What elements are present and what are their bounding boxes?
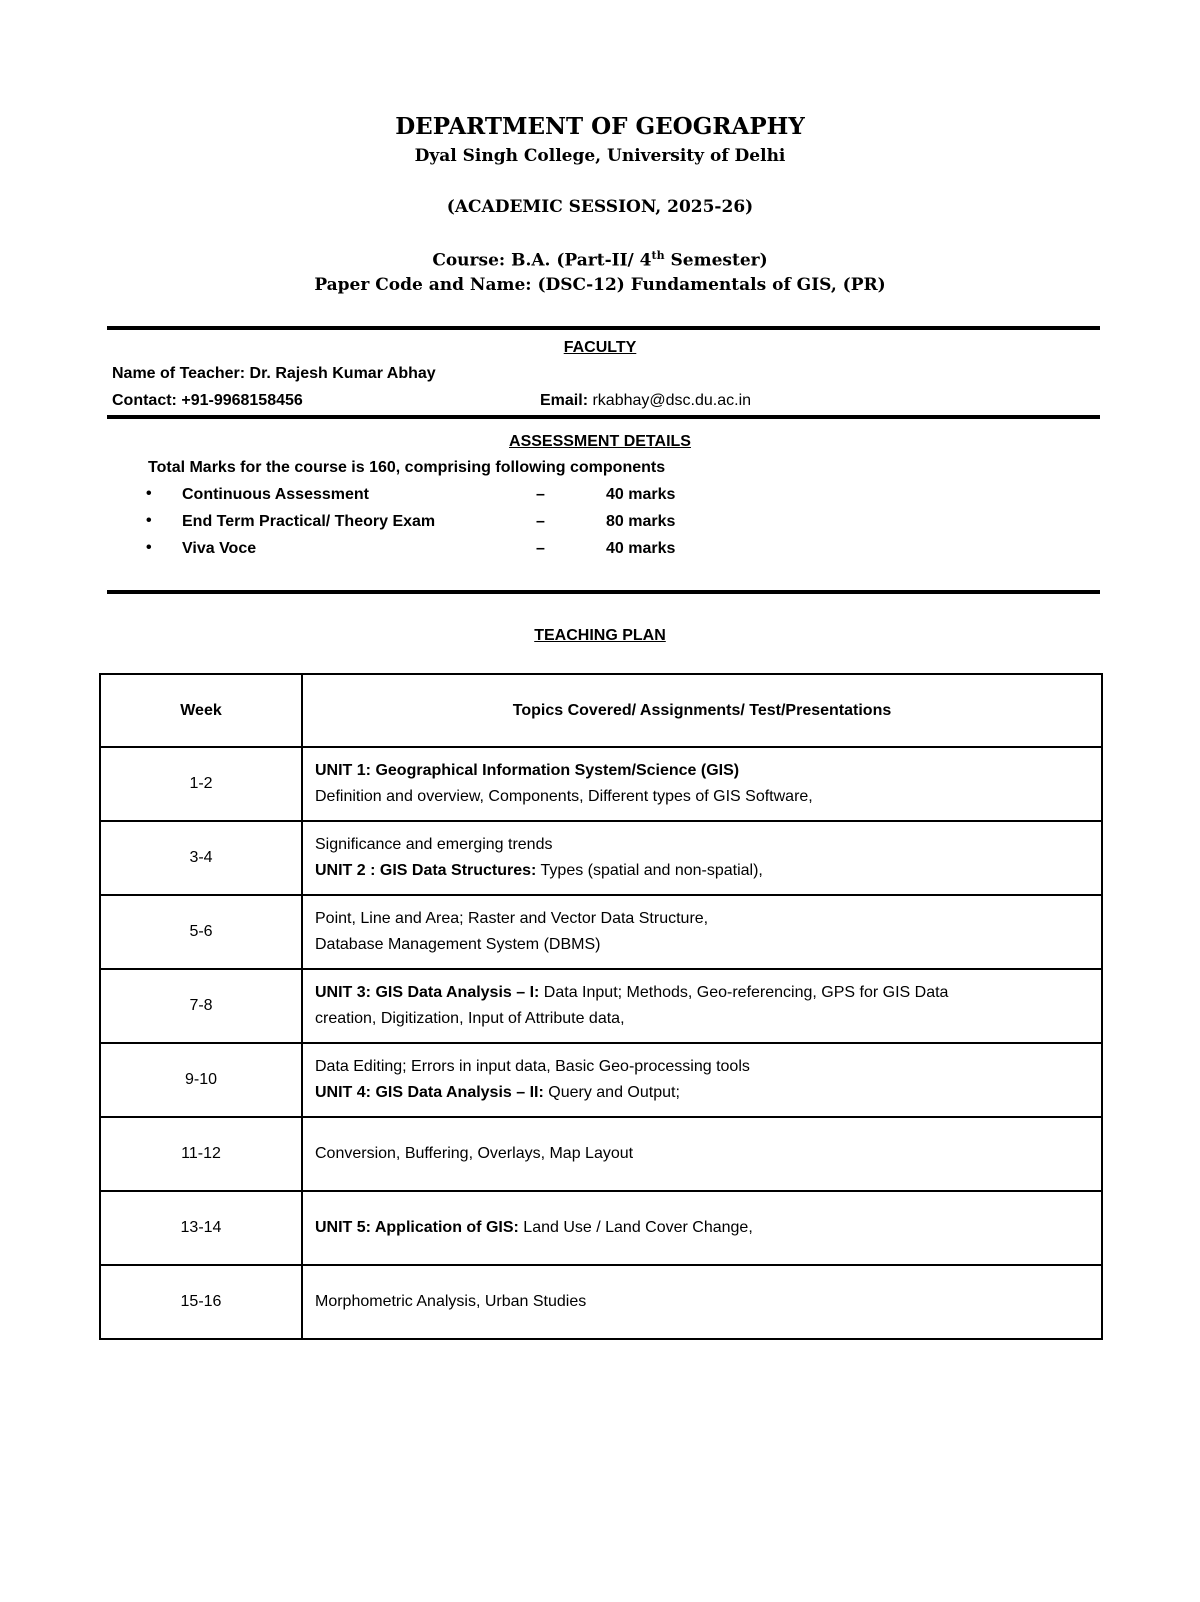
topic-cell: [302, 747, 1102, 821]
component-marks: 40 marks: [606, 540, 676, 557]
teacher-name: Dr. Rajesh Kumar Abhay: [249, 365, 436, 382]
topic-line: [315, 858, 1101, 884]
table-row: [100, 969, 1102, 1043]
college-name: Dyal Singh College, University of Delhi: [414, 146, 786, 166]
topic-text: Morphometric Analysis, Urban Studies: [315, 1293, 587, 1310]
topic-line: [315, 1080, 1101, 1106]
topic-line: [315, 980, 1101, 1006]
week-cell: 3-4: [100, 821, 302, 895]
bullet-icon: •: [146, 512, 152, 529]
topic-bold: UNIT 1: Geographical Information System/Science (GIS): [315, 762, 740, 779]
teaching-plan-table: [99, 673, 1103, 1340]
topic-cell: [302, 1117, 1102, 1191]
table-row: [100, 1117, 1102, 1191]
topic-text: Definition and overview, Components, Different types of GIS Software,: [315, 788, 813, 805]
topic-bold: UNIT 2 : GIS Data Structures:: [315, 862, 537, 879]
assessment-heading: ASSESSMENT DETAILS: [509, 433, 691, 450]
component-name: Viva Voce: [182, 540, 257, 557]
component-marks: 80 marks: [606, 513, 676, 530]
academic-session: (ACADEMIC SESSION, 2025-26): [446, 197, 754, 217]
topic-text: creation, Digitization, Input of Attribute data,: [315, 1010, 625, 1027]
component-name: End Term Practical/ Theory Exam: [182, 513, 436, 530]
week-cell: 9-10: [100, 1043, 302, 1117]
course-superscript: th: [651, 249, 665, 262]
component-marks: 40 marks: [606, 486, 676, 503]
topic-cell: [302, 1043, 1102, 1117]
course-suffix: Semester): [664, 250, 768, 271]
topic-line: [315, 832, 1101, 858]
topic-line: [315, 1289, 1101, 1315]
topic-text: Database Management System (DBMS): [315, 936, 601, 953]
course-line: [0, 249, 1200, 271]
table-row: [100, 895, 1102, 969]
topic-text: Types (spatial and non-spatial),: [536, 862, 763, 879]
col-week-header: Week: [100, 674, 302, 747]
topic-line: [315, 758, 1101, 784]
topic-line: [315, 1006, 1101, 1032]
topic-line: [315, 1054, 1101, 1080]
component-dash: –: [536, 540, 545, 557]
contact-line: [112, 392, 303, 410]
bullet-icon: •: [146, 485, 152, 502]
topic-line: [315, 906, 1101, 932]
table-row: [100, 1265, 1102, 1339]
divider-faculty: [107, 415, 1100, 419]
week-cell: 5-6: [100, 895, 302, 969]
topic-text: Point, Line and Area; Raster and Vector Data Structure,: [315, 910, 709, 927]
divider-assessment: [107, 590, 1100, 594]
course-prefix: Course: B.A. (Part-II/ 4: [432, 250, 652, 271]
component-dash: –: [536, 486, 545, 503]
topic-cell: [302, 1265, 1102, 1339]
topic-line: [315, 932, 1101, 958]
topic-cell: [302, 821, 1102, 895]
email-line: [540, 392, 751, 410]
topic-text: Significance and emerging trends: [315, 836, 553, 853]
teacher-label: Name of Teacher:: [112, 365, 246, 382]
email-label: Email:: [540, 392, 589, 409]
divider-top: [107, 326, 1100, 330]
topic-text: Land Use / Land Cover Change,: [518, 1219, 753, 1236]
topic-line: [315, 1215, 1101, 1241]
teaching-plan-heading: TEACHING PLAN: [534, 627, 666, 644]
topic-line: [315, 1141, 1101, 1167]
component-name: Continuous Assessment: [182, 486, 369, 503]
paper-code-name: Paper Code and Name: (DSC-12) Fundamentals of GIS, (PR): [314, 275, 886, 295]
topic-bold: UNIT 3: GIS Data Analysis – I:: [315, 984, 540, 1001]
table-row: [100, 747, 1102, 821]
topic-text: Data Input; Methods, Geo-referencing, GPS for GIS Data: [539, 984, 949, 1001]
col-topics-header: Topics Covered/ Assignments/ Test/Presentations: [302, 674, 1102, 747]
week-cell: 11-12: [100, 1117, 302, 1191]
week-cell: 1-2: [100, 747, 302, 821]
topic-cell: [302, 895, 1102, 969]
faculty-heading: FACULTY: [563, 339, 637, 356]
topic-cell: [302, 1191, 1102, 1265]
email-value[interactable]: rkabhay@dsc.du.ac.in: [592, 392, 752, 409]
department-title: DEPARTMENT OF GEOGRAPHY: [395, 113, 805, 140]
topic-bold: UNIT 5: Application of GIS:: [315, 1219, 519, 1236]
week-cell: 13-14: [100, 1191, 302, 1265]
week-cell: 7-8: [100, 969, 302, 1043]
topic-text: Conversion, Buffering, Overlays, Map Layout: [315, 1145, 634, 1162]
component-dash: –: [536, 513, 545, 530]
assessment-intro: Total Marks for the course is 160, comprising following components: [148, 459, 666, 476]
table-row: [100, 1191, 1102, 1265]
table-row: [100, 821, 1102, 895]
table-header-row: [100, 674, 1102, 747]
table-row: [100, 1043, 1102, 1117]
topic-text: Data Editing; Errors in input data, Basic Geo-processing tools: [315, 1058, 750, 1075]
topic-line: [315, 784, 1101, 810]
teacher-line: [112, 365, 436, 383]
topic-cell: [302, 969, 1102, 1043]
topic-bold: UNIT 4: GIS Data Analysis – II:: [315, 1084, 544, 1101]
topic-text: Query and Output;: [543, 1084, 680, 1101]
contact-value: +91-9968158456: [181, 392, 303, 409]
contact-label: Contact:: [112, 392, 177, 409]
week-cell: 15-16: [100, 1265, 302, 1339]
bullet-icon: •: [146, 539, 152, 556]
